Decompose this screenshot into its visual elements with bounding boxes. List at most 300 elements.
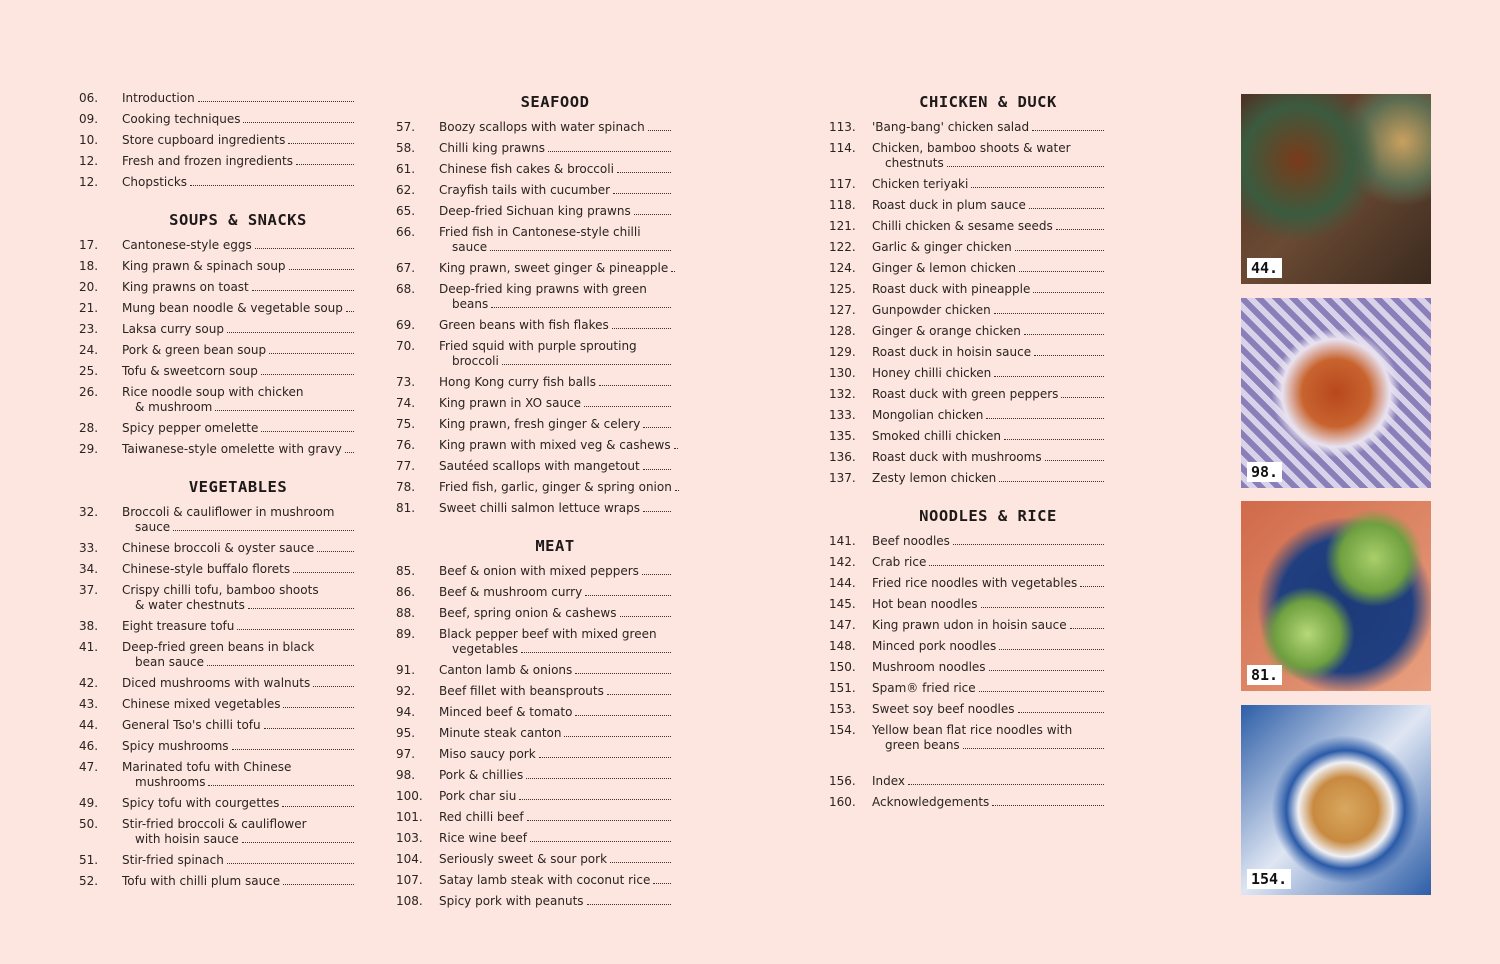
toc-entry[interactable] bbox=[79, 739, 354, 760]
entry-title-continued: & water chestnuts bbox=[135, 598, 245, 612]
entry-line bbox=[439, 162, 671, 177]
entry-line bbox=[872, 795, 1104, 810]
toc-entry[interactable] bbox=[829, 723, 1104, 759]
toc-entry[interactable] bbox=[396, 852, 671, 873]
entry-line bbox=[439, 282, 671, 297]
dot-leader bbox=[643, 501, 671, 512]
page-number: 58. bbox=[396, 141, 416, 155]
toc-entry[interactable] bbox=[396, 726, 671, 747]
dot-leader bbox=[1034, 345, 1104, 356]
dot-leader bbox=[502, 354, 671, 365]
toc-entry[interactable] bbox=[829, 618, 1104, 639]
entry-line bbox=[122, 874, 354, 889]
dot-leader bbox=[992, 795, 1104, 806]
entry-title: Ginger & lemon chicken bbox=[872, 261, 1016, 275]
entry-text bbox=[872, 555, 1104, 570]
dot-leader bbox=[227, 322, 354, 333]
entry-title: Deep-fried king prawns with green bbox=[439, 282, 647, 296]
toc-entry[interactable] bbox=[396, 564, 671, 585]
entry-title: Chinese mixed vegetables bbox=[122, 697, 281, 711]
page-number: 73. bbox=[396, 375, 416, 389]
page-number: 121. bbox=[829, 219, 856, 233]
page-number: 38. bbox=[79, 619, 99, 633]
entry-text bbox=[872, 597, 1104, 612]
page-number: 68. bbox=[396, 282, 416, 296]
page-number: 148. bbox=[829, 639, 856, 653]
entry-title: Roast duck with pineapple bbox=[872, 282, 1031, 296]
dot-leader bbox=[208, 775, 354, 786]
page-number: 127. bbox=[829, 303, 856, 317]
entry-line bbox=[872, 387, 1104, 402]
dot-leader bbox=[979, 681, 1104, 692]
entry-line bbox=[439, 459, 671, 474]
section-heading: CHICKEN & DUCK bbox=[919, 93, 1057, 111]
entry-line-continued bbox=[439, 297, 671, 312]
section-heading: SEAFOOD bbox=[520, 93, 590, 111]
toc-entry[interactable] bbox=[79, 112, 354, 133]
page-number: 103. bbox=[396, 831, 423, 845]
toc-entry[interactable] bbox=[79, 238, 354, 259]
page-number: 94. bbox=[396, 705, 416, 719]
toc-entry[interactable] bbox=[829, 597, 1104, 618]
page-number: 153. bbox=[829, 702, 856, 716]
toc-entry[interactable] bbox=[79, 676, 354, 697]
dot-leader bbox=[289, 259, 354, 270]
entry-title: Acknowledgements bbox=[872, 795, 990, 809]
page-number: 128. bbox=[829, 324, 856, 338]
toc-entry[interactable] bbox=[829, 774, 1104, 795]
entry-title: Satay lamb steak with coconut rice bbox=[439, 873, 651, 887]
page-number: 101. bbox=[396, 810, 423, 824]
entry-line bbox=[439, 606, 671, 621]
entry-text bbox=[872, 471, 1104, 486]
entry-title: Zesty lemon chicken bbox=[872, 471, 997, 485]
toc-entry[interactable] bbox=[396, 183, 671, 204]
section-heading: SOUPS & SNACKS bbox=[169, 211, 307, 229]
toc-entry[interactable] bbox=[396, 501, 671, 522]
toc-entry[interactable] bbox=[396, 318, 671, 339]
entry-line bbox=[122, 739, 354, 754]
page-number: 122. bbox=[829, 240, 856, 254]
entry-title: Index bbox=[872, 774, 906, 788]
dot-leader bbox=[190, 175, 354, 186]
page-number: 41. bbox=[79, 640, 99, 654]
entry-title: Fresh and frozen ingredients bbox=[122, 154, 293, 168]
entry-text bbox=[122, 421, 354, 436]
entry-text bbox=[872, 366, 1104, 381]
toc-entry[interactable] bbox=[396, 417, 671, 438]
entry-text bbox=[439, 585, 671, 600]
entry-title-continued: with hoisin sauce bbox=[135, 832, 239, 846]
toc-entry[interactable] bbox=[396, 705, 671, 726]
toc-entry[interactable] bbox=[829, 534, 1104, 555]
toc-entry[interactable] bbox=[829, 795, 1104, 816]
toc-entry[interactable] bbox=[829, 303, 1104, 324]
dot-leader bbox=[283, 874, 354, 885]
toc-entry[interactable] bbox=[829, 219, 1104, 240]
page-number: 69. bbox=[396, 318, 416, 332]
dot-leader bbox=[1045, 450, 1104, 461]
toc-entry[interactable] bbox=[829, 639, 1104, 660]
entry-title: Roast duck in hoisin sauce bbox=[872, 345, 1032, 359]
toc-entry[interactable] bbox=[79, 796, 354, 817]
toc-entry[interactable] bbox=[829, 681, 1104, 702]
toc-entry[interactable] bbox=[829, 450, 1104, 471]
entry-line bbox=[122, 853, 354, 868]
toc-entry[interactable] bbox=[829, 555, 1104, 576]
dot-leader bbox=[491, 297, 671, 308]
entry-text bbox=[439, 684, 671, 699]
entry-line-continued bbox=[872, 738, 1104, 753]
dot-leader bbox=[981, 597, 1104, 608]
entry-text bbox=[439, 438, 671, 453]
page-number: 97. bbox=[396, 747, 416, 761]
entry-line bbox=[122, 817, 354, 832]
toc-entry[interactable] bbox=[396, 459, 671, 480]
entry-text bbox=[439, 162, 671, 177]
page-number: 75. bbox=[396, 417, 416, 431]
page-number: 156. bbox=[829, 774, 856, 788]
entry-title: Diced mushrooms with walnuts bbox=[122, 676, 311, 690]
dot-leader bbox=[519, 789, 671, 800]
entry-text bbox=[439, 417, 671, 432]
entry-line bbox=[439, 225, 671, 240]
entry-title: Taiwanese-style omelette with gravy bbox=[122, 442, 342, 456]
dot-leader bbox=[243, 112, 354, 123]
entry-text bbox=[122, 238, 354, 253]
toc-entry[interactable] bbox=[829, 141, 1104, 177]
page-number: 86. bbox=[396, 585, 416, 599]
entry-title: Chinese broccoli & oyster sauce bbox=[122, 541, 315, 555]
dot-leader bbox=[490, 240, 671, 251]
toc-entry[interactable] bbox=[79, 280, 354, 301]
section-heading: NOODLES & RICE bbox=[919, 507, 1057, 525]
toc-entry[interactable] bbox=[396, 375, 671, 396]
entry-line bbox=[872, 324, 1104, 339]
toc-entry[interactable] bbox=[79, 259, 354, 280]
toc-entry[interactable] bbox=[396, 162, 671, 183]
entry-text bbox=[872, 639, 1104, 654]
entry-line bbox=[122, 112, 354, 127]
page-number: 34. bbox=[79, 562, 99, 576]
dot-leader bbox=[648, 120, 671, 131]
entry-text bbox=[439, 873, 671, 888]
page-number: 70. bbox=[396, 339, 416, 353]
entry-line bbox=[872, 681, 1104, 696]
entry-text bbox=[439, 141, 671, 156]
dot-leader bbox=[929, 555, 1104, 566]
entry-line bbox=[872, 345, 1104, 360]
entry-text bbox=[122, 154, 354, 169]
entry-title: Gunpowder chicken bbox=[872, 303, 991, 317]
entry-title: Introduction bbox=[122, 91, 195, 105]
entry-line bbox=[122, 562, 354, 577]
page-number: 52. bbox=[79, 874, 99, 888]
toc-entry[interactable] bbox=[829, 282, 1104, 303]
page-number: 130. bbox=[829, 366, 856, 380]
entry-title: Sweet chilli salmon lettuce wraps bbox=[439, 501, 640, 515]
page-number: 160. bbox=[829, 795, 856, 809]
entry-title-continued: vegetables bbox=[452, 642, 519, 656]
toc-entry[interactable] bbox=[79, 760, 354, 796]
toc-column-2 bbox=[396, 94, 671, 915]
page-number: 89. bbox=[396, 627, 416, 641]
page-number: 91. bbox=[396, 663, 416, 677]
dot-leader bbox=[585, 585, 671, 596]
toc-entry[interactable] bbox=[396, 438, 671, 459]
entry-line bbox=[439, 204, 671, 219]
dot-leader bbox=[947, 156, 1104, 167]
toc-entry[interactable] bbox=[79, 133, 354, 154]
toc-entry[interactable] bbox=[396, 789, 671, 810]
toc-entry[interactable] bbox=[396, 141, 671, 162]
entry-line-continued bbox=[439, 354, 671, 369]
toc-entry[interactable] bbox=[829, 387, 1104, 408]
dot-leader bbox=[1080, 576, 1104, 587]
toc-entry[interactable] bbox=[79, 91, 354, 112]
toc-column-1 bbox=[79, 91, 354, 895]
toc-entry[interactable] bbox=[79, 718, 354, 739]
dot-leader bbox=[610, 852, 671, 863]
toc-entry[interactable] bbox=[396, 396, 671, 417]
toc-entry[interactable] bbox=[396, 480, 671, 501]
entry-title: Chopsticks bbox=[122, 175, 188, 189]
toc-entry[interactable] bbox=[829, 471, 1104, 492]
dot-leader bbox=[989, 660, 1104, 671]
dot-leader bbox=[607, 684, 671, 695]
toc-entry[interactable] bbox=[396, 663, 671, 684]
page-number: 37. bbox=[79, 583, 99, 597]
page-number: 113. bbox=[829, 120, 856, 134]
toc-entry[interactable] bbox=[79, 697, 354, 718]
entry-line bbox=[872, 177, 1104, 192]
toc-entry[interactable] bbox=[79, 874, 354, 895]
entry-line bbox=[122, 718, 354, 733]
entry-title: Black pepper beef with mixed green bbox=[439, 627, 657, 641]
entry-text bbox=[872, 303, 1104, 318]
toc-entry[interactable] bbox=[396, 894, 671, 915]
toc-entry[interactable] bbox=[396, 261, 671, 282]
page-number: 88. bbox=[396, 606, 416, 620]
dot-leader bbox=[530, 831, 671, 842]
toc-entry[interactable] bbox=[79, 640, 354, 676]
section-heading: VEGETABLES bbox=[188, 478, 288, 496]
entry-line bbox=[122, 697, 354, 712]
entry-title: Fried rice noodles with vegetables bbox=[872, 576, 1078, 590]
page-number: 85. bbox=[396, 564, 416, 578]
entry-text bbox=[439, 183, 671, 198]
entry-text bbox=[122, 364, 354, 379]
toc-entry[interactable] bbox=[829, 702, 1104, 723]
entry-title-continued: beans bbox=[452, 297, 489, 311]
toc-entry[interactable] bbox=[396, 831, 671, 852]
toc-entry[interactable] bbox=[396, 585, 671, 606]
entry-title: Tofu with chilli plum sauce bbox=[122, 874, 281, 888]
dot-leader bbox=[1018, 702, 1104, 713]
toc-entry[interactable] bbox=[829, 324, 1104, 345]
entry-title: Laksa curry soup bbox=[122, 322, 224, 336]
entry-text bbox=[872, 240, 1104, 255]
entry-line bbox=[872, 618, 1104, 633]
toc-entry[interactable] bbox=[79, 364, 354, 385]
toc-entry[interactable] bbox=[79, 385, 354, 421]
toc-entry[interactable] bbox=[829, 366, 1104, 387]
dot-leader bbox=[1019, 261, 1104, 272]
toc-entry[interactable] bbox=[396, 282, 671, 318]
page-number: 12. bbox=[79, 175, 99, 189]
toc-entry[interactable] bbox=[79, 817, 354, 853]
toc-entry[interactable] bbox=[79, 175, 354, 196]
toc-entry[interactable] bbox=[79, 619, 354, 640]
entry-title-continued: sauce bbox=[452, 240, 488, 254]
page-number: 132. bbox=[829, 387, 856, 401]
page-number: 77. bbox=[396, 459, 416, 473]
entry-title: Green beans with fish flakes bbox=[439, 318, 609, 332]
entry-text bbox=[122, 739, 354, 754]
dot-leader bbox=[293, 562, 354, 573]
toc-entry[interactable] bbox=[79, 322, 354, 343]
dot-leader bbox=[227, 853, 354, 864]
entry-line bbox=[872, 429, 1104, 444]
entry-line bbox=[872, 534, 1104, 549]
page-number: 104. bbox=[396, 852, 423, 866]
entry-line bbox=[439, 375, 671, 390]
toc-entry[interactable] bbox=[396, 873, 671, 894]
dot-leader bbox=[971, 177, 1104, 188]
entry-line bbox=[439, 120, 671, 135]
entry-line bbox=[872, 471, 1104, 486]
toc-entry[interactable] bbox=[79, 421, 354, 442]
dot-leader bbox=[599, 375, 671, 386]
toc-entry[interactable] bbox=[396, 627, 671, 663]
dot-leader bbox=[908, 774, 1104, 785]
page-number: 21. bbox=[79, 301, 99, 315]
toc-entry[interactable] bbox=[396, 120, 671, 141]
entry-title: Hot bean noodles bbox=[872, 597, 978, 611]
toc-entry[interactable] bbox=[396, 768, 671, 789]
toc-entry[interactable] bbox=[79, 505, 354, 541]
entry-line bbox=[439, 141, 671, 156]
toc-entry[interactable] bbox=[829, 429, 1104, 450]
toc-entry[interactable] bbox=[79, 442, 354, 463]
photo-page-label: 81. bbox=[1247, 665, 1282, 685]
entry-title: Crayfish tails with cucumber bbox=[439, 183, 611, 197]
entry-title-continued: broccoli bbox=[452, 354, 499, 368]
toc-entry[interactable] bbox=[79, 343, 354, 364]
entry-text bbox=[122, 385, 354, 415]
entry-text bbox=[872, 324, 1104, 339]
toc-entry[interactable] bbox=[829, 120, 1104, 141]
entry-line bbox=[439, 627, 671, 642]
page-number: 108. bbox=[396, 894, 423, 908]
toc-entry[interactable] bbox=[79, 583, 354, 619]
toc-entry[interactable] bbox=[829, 240, 1104, 261]
dot-leader bbox=[1024, 324, 1104, 335]
dot-leader bbox=[242, 832, 354, 843]
toc-entry[interactable] bbox=[79, 562, 354, 583]
entry-text bbox=[122, 541, 354, 556]
entry-text bbox=[872, 198, 1104, 213]
entry-title: Hong Kong curry fish balls bbox=[439, 375, 596, 389]
dot-leader bbox=[237, 619, 354, 630]
entry-text bbox=[439, 789, 671, 804]
entry-line-continued bbox=[122, 775, 354, 790]
toc-entry[interactable] bbox=[396, 225, 671, 261]
entry-line bbox=[872, 198, 1104, 213]
entry-text bbox=[439, 810, 671, 825]
entry-text bbox=[439, 282, 671, 312]
entry-text bbox=[872, 408, 1104, 423]
toc-entry[interactable] bbox=[396, 606, 671, 627]
dot-leader bbox=[198, 91, 354, 102]
entry-title: General Tso's chilli tofu bbox=[122, 718, 261, 732]
entry-text bbox=[122, 640, 354, 670]
toc-entry[interactable] bbox=[396, 684, 671, 705]
dot-leader bbox=[671, 261, 675, 272]
dot-leader bbox=[653, 873, 671, 884]
page-number: 76. bbox=[396, 438, 416, 452]
page-number: 17. bbox=[79, 238, 99, 252]
dot-leader bbox=[613, 183, 671, 194]
entry-text bbox=[122, 175, 354, 190]
entry-line bbox=[122, 259, 354, 274]
dot-leader bbox=[674, 438, 678, 449]
entry-title: Fried fish in Cantonese-style chilli bbox=[439, 225, 641, 239]
toc-entry[interactable] bbox=[396, 339, 671, 375]
entry-title: King prawn & spinach soup bbox=[122, 259, 286, 273]
toc-entry[interactable] bbox=[396, 810, 671, 831]
toc-entry[interactable] bbox=[829, 177, 1104, 198]
dot-leader bbox=[269, 343, 354, 354]
entry-title: Mung bean noodle & vegetable soup bbox=[122, 301, 343, 315]
entry-title: Stir-fried broccoli & cauliflower bbox=[122, 817, 307, 831]
toc-entry[interactable] bbox=[396, 747, 671, 768]
entry-title: Spicy mushrooms bbox=[122, 739, 229, 753]
toc-entry[interactable] bbox=[396, 204, 671, 225]
page-number: 67. bbox=[396, 261, 416, 275]
dot-leader bbox=[575, 705, 671, 716]
entry-text bbox=[439, 747, 671, 762]
toc-entry[interactable] bbox=[829, 198, 1104, 219]
toc-entry[interactable] bbox=[79, 301, 354, 322]
toc-entry[interactable] bbox=[829, 660, 1104, 681]
toc-entry[interactable] bbox=[829, 345, 1104, 366]
page-number: 92. bbox=[396, 684, 416, 698]
entry-text bbox=[122, 112, 354, 127]
toc-entry[interactable] bbox=[829, 261, 1104, 282]
toc-entry[interactable] bbox=[829, 576, 1104, 597]
page-number: 100. bbox=[396, 789, 423, 803]
page-number: 114. bbox=[829, 141, 856, 155]
page-number: 25. bbox=[79, 364, 99, 378]
toc-entry[interactable] bbox=[79, 853, 354, 874]
toc-entry[interactable] bbox=[79, 154, 354, 175]
dot-leader bbox=[575, 663, 671, 674]
dot-leader bbox=[1032, 120, 1104, 131]
page-number: 46. bbox=[79, 739, 99, 753]
entry-text bbox=[122, 505, 354, 535]
entry-line bbox=[122, 676, 354, 691]
toc-entry[interactable] bbox=[829, 408, 1104, 429]
dot-leader bbox=[261, 364, 354, 375]
entry-line bbox=[872, 141, 1104, 156]
entry-text bbox=[122, 583, 354, 613]
entry-line-continued bbox=[122, 520, 354, 535]
entry-text bbox=[439, 225, 671, 255]
page-number: 06. bbox=[79, 91, 99, 105]
page-number: 74. bbox=[396, 396, 416, 410]
toc-entry[interactable] bbox=[79, 541, 354, 562]
